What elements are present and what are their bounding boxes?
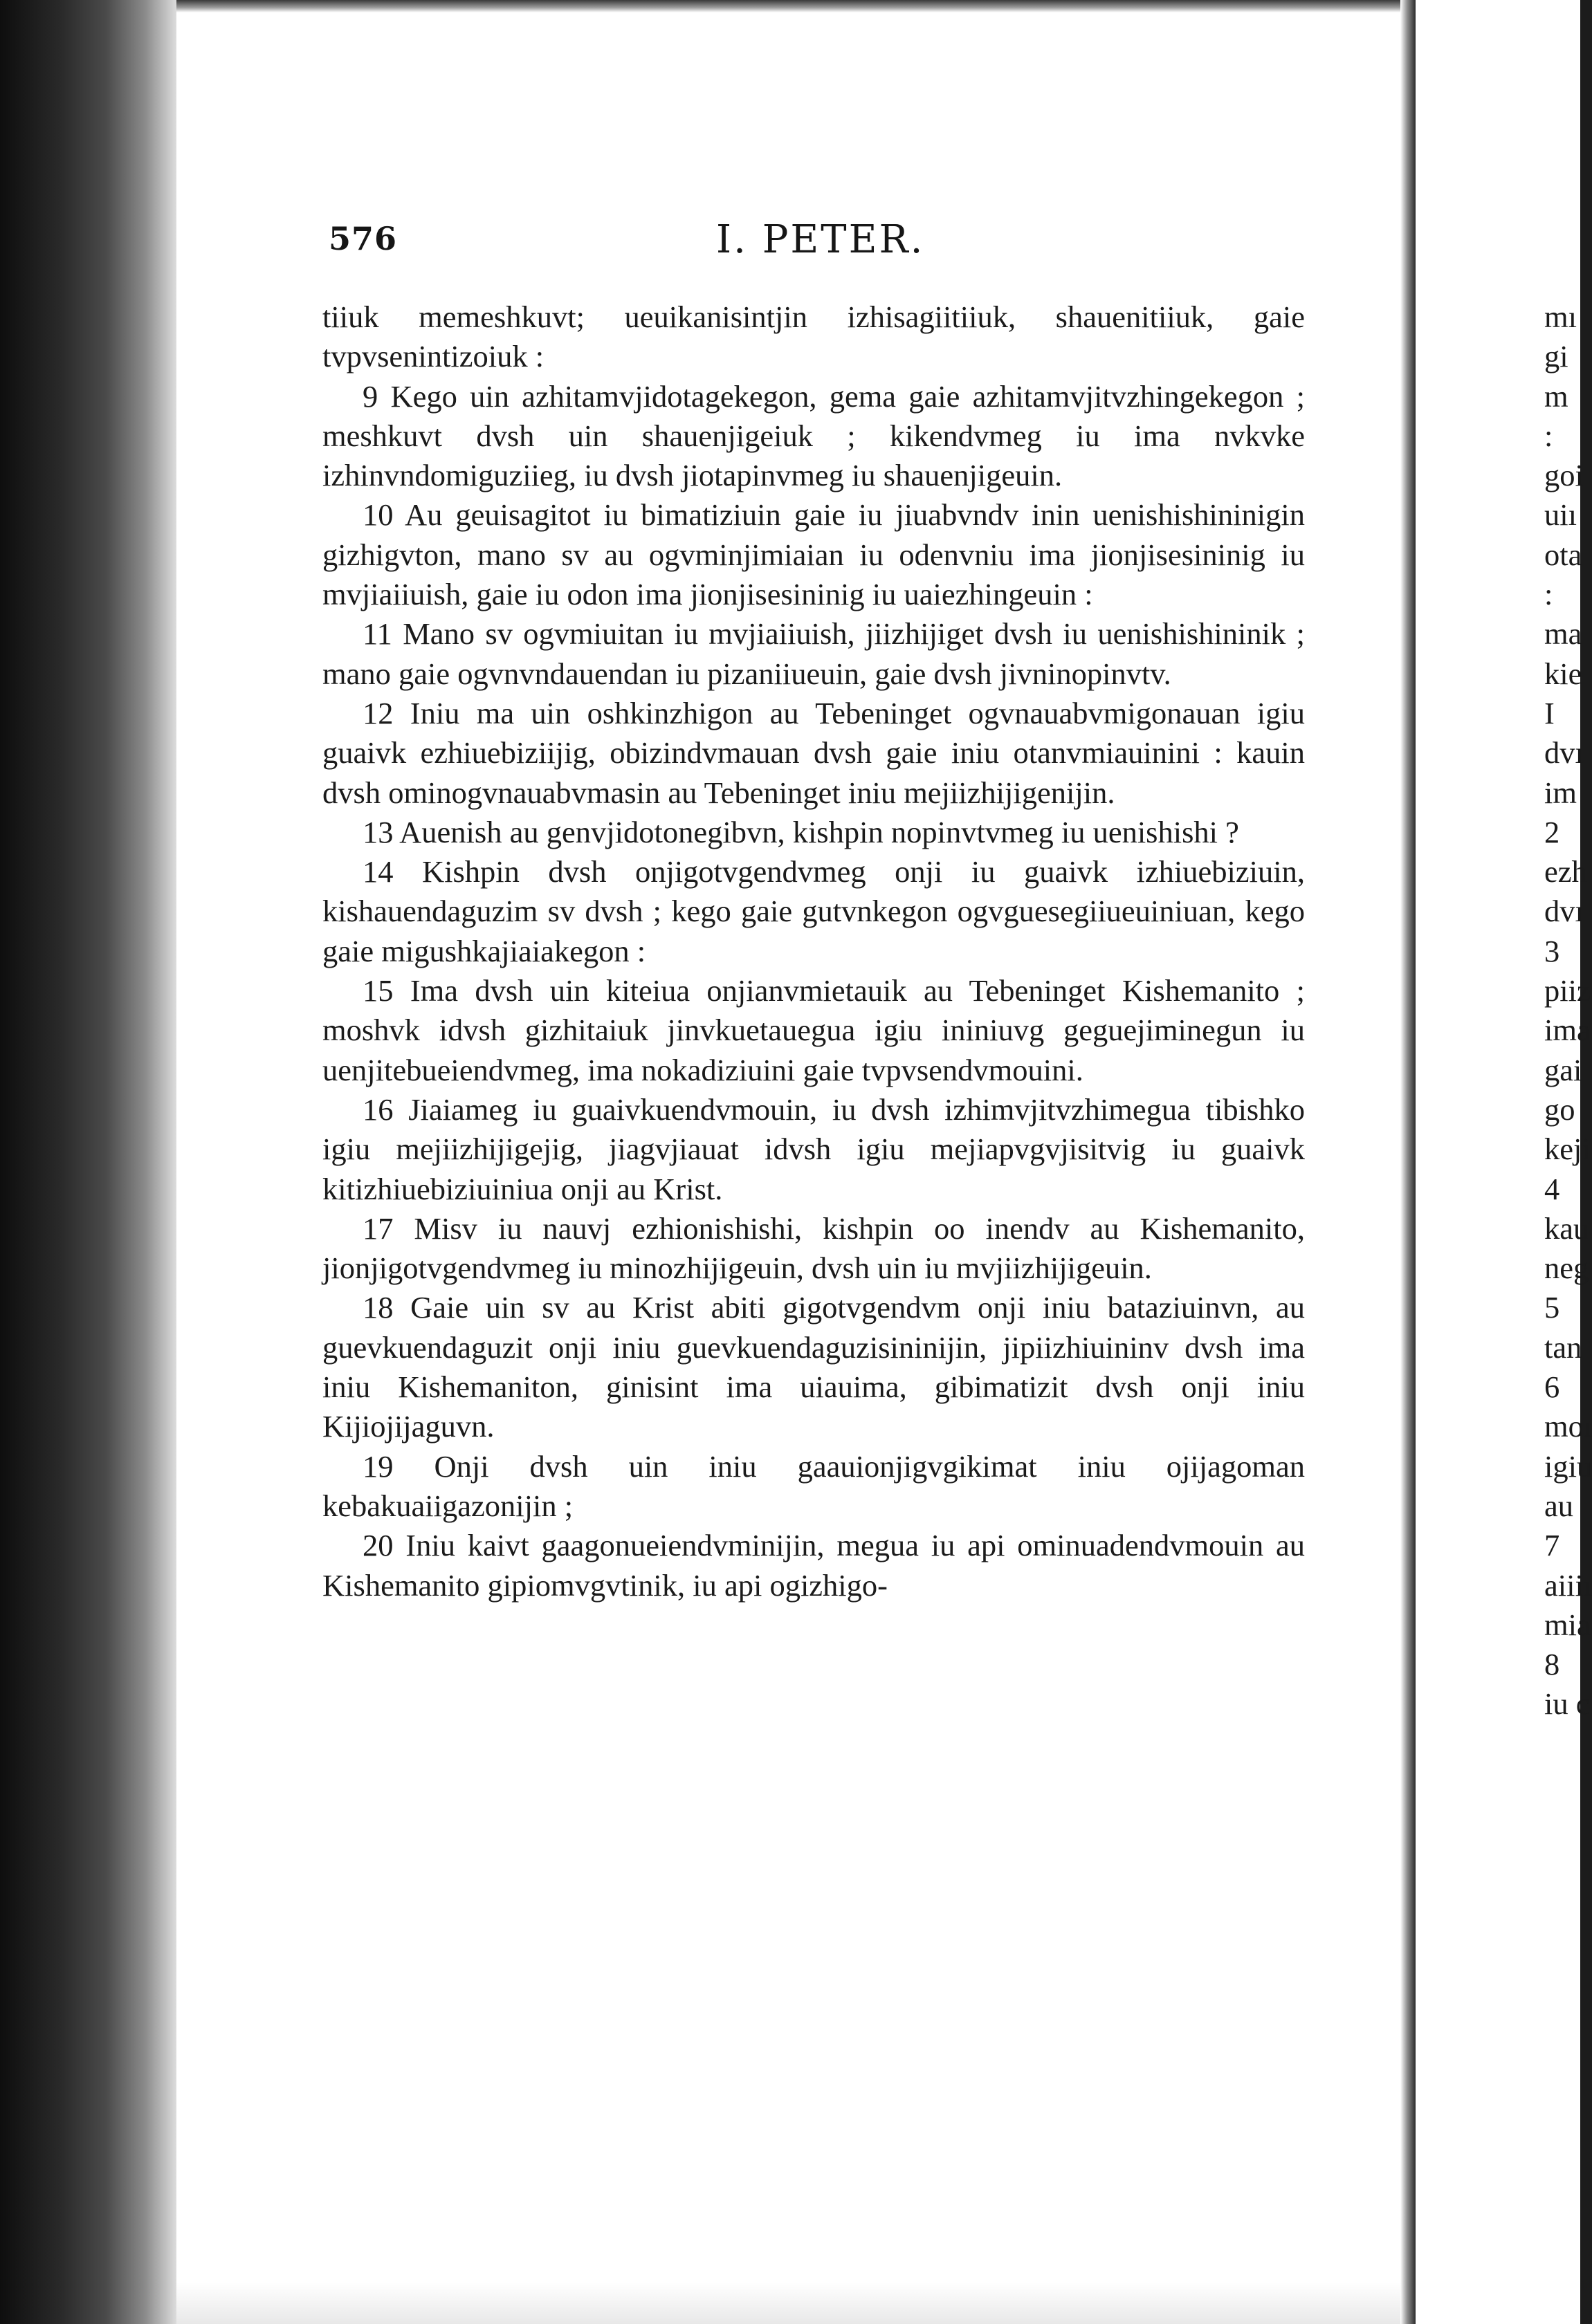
verse-9: 9 Kego uin azhitamvjidotagekegon, gema gaie azhitamvjitvzhingekegon ; meshkuvt dvsh uin shauenjigeiuk ; kikendvmeg iu ima nvkvke izhinvndomiguziieg, iu dvsh jiotapinvmeg iu shauenjigeuin. (322, 378, 1305, 493)
next-page-fragment: 4 (1544, 1171, 1560, 1206)
verse-14: 14 Kishpin dvsh onjigotvgendvmeg onji iu guaivk izhiuebiziuin, kishauendaguzim sv dvsh ; kego gaie gutvnkegon ogvguesegiiueuiniuan, kego gaie migushkajiaiakegon : (322, 854, 1305, 968)
next-page-fragment: aiiiı (1544, 1567, 1592, 1603)
next-page-fragment: mia (1544, 1607, 1591, 1642)
paragraph-continuation: tiiuk memeshkuvt; ueuikanisintjin izhisagiitiiuk, shauenitiiuk, gaie tvpvsenintizoiuk : (322, 299, 1305, 374)
next-page-fragment: mı (1544, 299, 1577, 334)
next-page-fragment: iu c (1544, 1686, 1590, 1722)
next-page-fragment: 6 (1544, 1370, 1560, 1405)
next-page-fragment: ota (1544, 537, 1582, 572)
next-page-fragment: 2 (1544, 814, 1560, 849)
next-page-fragment: tan (1544, 1329, 1582, 1365)
verse-10: 10 Au geuisagitot iu bimatiziuin gaie iu jiuabvndv inin uenishishininigin gizhigvton, mano sv au ogvminjimiaian iu odenvniu ima jionjisesininig iu mvjiaiiuish, gaie iu odon ima jionjisesininig iu uaiezhingeuin : (322, 497, 1305, 612)
next-page-fragment: dvı (1544, 894, 1584, 929)
next-page-fragment: dvı (1544, 735, 1584, 771)
verse-20: 20 Iniu kaivt gaagonueiendvminijin, megua iu api ominuadendvmouin au Kishemanito gipiomvgvtinik, iu api ogizhigo- (322, 1528, 1305, 1603)
next-page-fragment: uiı (1544, 497, 1577, 533)
next-page-text-fragments (1544, 297, 1592, 1724)
next-page-fragment: ma (1544, 616, 1582, 652)
page-header (329, 217, 1304, 275)
verse-12: 12 Iniu ma uin oshkinzhigon au Tebeninget ogvnauabvmigonauan igiu guaivk ezhiuebiziijig, obizindvmauan dvsh gaie iniu otanvmiauinini : kauin dvsh ominogvnauabvmasin au Tebeninget iniu mejiizhijigenijin. (322, 695, 1305, 810)
next-page-fragment: 3 (1544, 933, 1560, 968)
verse-11: 11 Mano sv ogvmiuitan iu mvjiaiiuish, jiizhijiget dvsh iu uenishishininik ; mano gaie ogvnvndauendan iu pizaniiueuin, gaie dvsh jivninopinvtv. (322, 616, 1305, 691)
verse-17: 17 Misv iu nauvj ezhionishishi, kishpin oo inendv au Kishemanito, jionjigotvgendvmeg iu minozhijigeuin, dvsh uin iu mvjiizhijigeuin. (322, 1210, 1305, 1286)
next-page-fragment: I (1544, 695, 1555, 730)
page-number: 576 (329, 220, 398, 257)
next-page-fragment: go (1544, 1091, 1575, 1127)
left-binding-shadow (0, 0, 176, 2324)
next-page-fragment: ima (1544, 1013, 1591, 1048)
next-page-fragment: : (1544, 418, 1553, 453)
right-spine-shadow (1400, 0, 1416, 2324)
next-page-fragment: keji (1544, 1132, 1591, 1167)
verse-18: 18 Gaie uin sv au Krist abiti gigotvgendvm onji iniu bataziuinvn, au guevkuendaguzit onji iniu guevkuendaguzisininijin, jipiizhiuininv dvsh ima iniu Kishemaniton, ginisint ima uiauima, gibimatizit dvsh onji iniu Kijiojijaguvn. (322, 1290, 1305, 1444)
next-page-fragment: 7 (1544, 1528, 1560, 1563)
next-page-fragment: kau (1544, 1210, 1589, 1246)
next-page-fragment: moı (1544, 1409, 1592, 1444)
next-page-fragment: kie (1544, 656, 1582, 691)
top-edge-shadow (176, 0, 1422, 12)
next-page-fragment: gai (1544, 1052, 1582, 1087)
next-page-fragment: m (1544, 378, 1568, 414)
verse-15: 15 Ima dvsh uin kiteiua onjianvmietauik au Tebeninget Kishemanito ; moshvk idvsh gizhitaiuk jinvkuetauegua igiu ininiuvg geguejiminegun iu uenjitebueiendvmeg, ima nokadiziuini gaie tvpvsendvmouini. (322, 973, 1305, 1087)
verse-16: 16 Jiaiameg iu guaivkuendvmouin, iu dvsh izhimvjitvzhimegua tibishko igiu mejiizhijigejig, jiagvjiauat idvsh igiu mejiapvgvjisitvig iu guaivk kitizhiuebiziuiniua onji au Krist. (322, 1091, 1305, 1206)
next-page-fragment: igiu (1544, 1448, 1592, 1484)
bottom-edge-shade (176, 2282, 1401, 2324)
verse-19: 19 Onji dvsh uin iniu gaauionjigvgikimat iniu ojijagoman kebakuaiigazonijin ; (322, 1448, 1305, 1523)
next-page-fragment: ezh (1544, 854, 1587, 889)
next-page-fragment: 5 (1544, 1290, 1560, 1325)
next-page-fragment: 8 (1544, 1647, 1560, 1682)
verse-13: 13 Auenish au genvjidotonegibvn, kishpin nopinvtvmeg iu uenishishi ? (363, 814, 1239, 849)
next-page-fragment: gi (1544, 339, 1568, 374)
next-page-fragment: : (1544, 577, 1553, 612)
next-page-fragment: au (1544, 1488, 1574, 1523)
running-title: I. PETER. (716, 217, 925, 262)
next-page-fragment: piiz (1544, 973, 1591, 1008)
next-page-fragment: im (1544, 775, 1577, 810)
next-page-fragment: goi (1544, 458, 1584, 493)
main-text-column (322, 297, 1305, 2255)
next-page-fragment: neg (1544, 1251, 1589, 1286)
